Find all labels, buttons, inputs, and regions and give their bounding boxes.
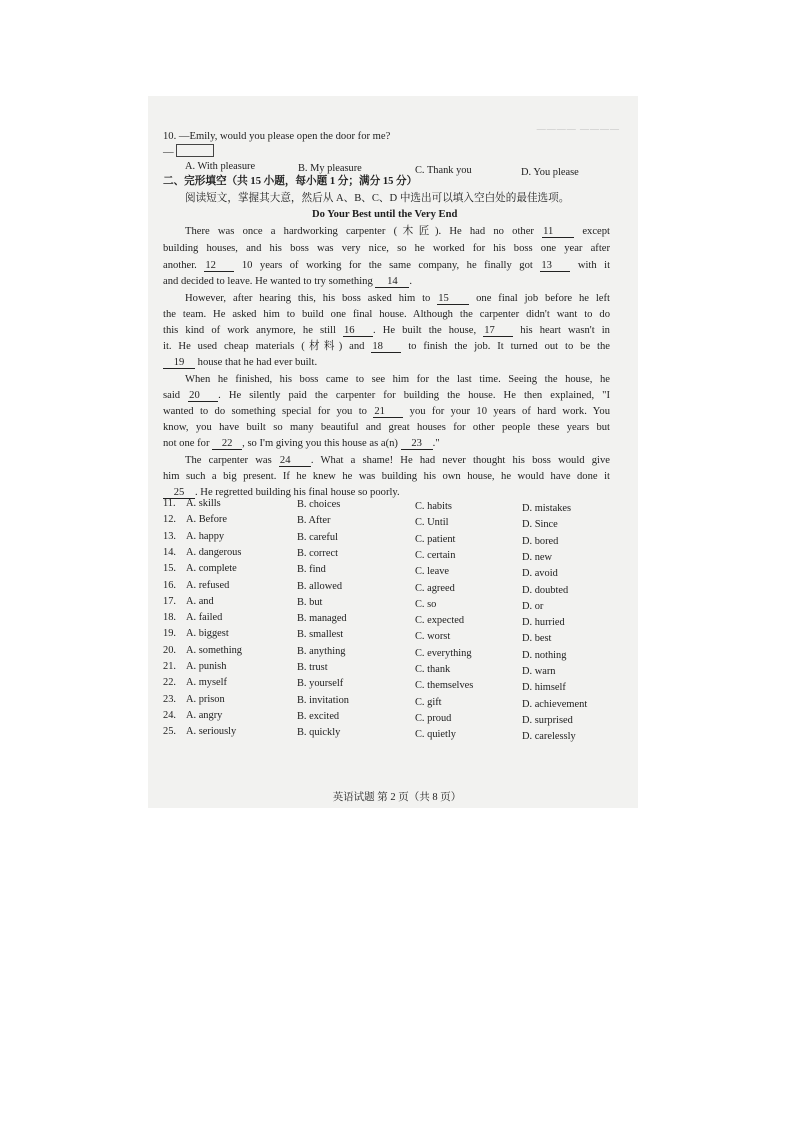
choice-option-b: B. managed — [297, 613, 347, 625]
blank-24: 24 — [279, 455, 311, 467]
blank-22: 22 — [212, 438, 242, 450]
choice-number: 15. — [163, 563, 176, 575]
choice-option-d: D. carelessly — [522, 731, 576, 743]
passage-line: There was once a hardworking carpenter (木匠). He had no other 11 except — [185, 226, 610, 237]
choice-option-d: D. nothing — [522, 649, 567, 661]
choice-option-b: B. trust — [297, 662, 328, 673]
section-header: 二、完形填空（共 15 小题，每小题 1 分；满分 15 分） — [163, 176, 418, 187]
passage-line: When he finished, his boss came to see him for the last time. Seeing the house, he — [185, 374, 610, 385]
blank-20: 20 — [188, 390, 218, 402]
choice-number: 19. — [163, 628, 176, 640]
choice-number: 12. — [163, 514, 176, 526]
choice-option-a: A. myself — [186, 677, 227, 689]
choice-option-b: B. anything — [297, 645, 346, 657]
choice-option-c: C. themselves — [415, 680, 474, 692]
q10-option-c: C. Thank you — [415, 165, 472, 176]
blank-23: 23 — [401, 438, 433, 450]
choice-number: 25. — [163, 726, 176, 738]
choice-option-b: B. yourself — [297, 678, 344, 690]
answer-bracket — [176, 144, 214, 157]
passage-line: this kind of work anymore, he still 16 . He built the house, 17 his heart wasn't in — [163, 325, 610, 336]
choice-option-c: C. gift — [415, 696, 442, 708]
blank-11: 11 — [542, 226, 574, 238]
choice-option-b: B. After — [297, 515, 331, 527]
choice-option-b: B. quickly — [297, 727, 341, 739]
choice-option-a: A. seriously — [186, 726, 237, 738]
choice-option-d: D. warn — [522, 666, 556, 677]
choice-number: 13. — [163, 530, 176, 542]
choice-number: 24. — [163, 709, 176, 721]
choice-option-c: C. agreed — [415, 582, 455, 594]
choice-option-d: D. best — [522, 633, 552, 645]
choice-option-a: A. angry — [186, 709, 223, 721]
choice-option-a: A. and — [186, 595, 214, 607]
choice-number: 22. — [163, 677, 176, 689]
choice-number: 16. — [163, 579, 176, 591]
q10-option-d: D. You please — [521, 167, 579, 178]
choice-option-d: D. achievement — [522, 698, 588, 710]
question-10-stem: 10. —Emily, would you please open the door for me? — [163, 131, 391, 142]
section-instruction: 阅读短文，掌握其大意，然后从 A、B、C、D 中选出可以填入空白处的最佳选项。 — [185, 193, 570, 204]
choice-number: 11. — [163, 498, 176, 509]
choice-option-a: A. refused — [186, 579, 230, 591]
choice-option-b: B. correct — [297, 547, 338, 559]
choice-option-c: C. thank — [415, 664, 451, 675]
choice-option-b: B. excited — [297, 710, 340, 722]
choice-option-d: D. or — [522, 600, 544, 612]
blank-14: 14 — [375, 276, 409, 288]
passage-line: The carpenter was 24 . What a shame! He had never thought his boss would give — [185, 455, 610, 466]
passage-line: not one for 22 , so I'm giving you this house as a(n) 23 ." — [163, 438, 440, 449]
choice-number: 17. — [163, 595, 176, 607]
choice-option-d: D. surprised — [522, 714, 573, 726]
choice-option-a: A. something — [186, 644, 242, 656]
choice-number: 14. — [163, 546, 176, 558]
passage-line: building houses, and his boss was very nice, so he worked for his boss one year after — [163, 243, 610, 254]
passage-line: it. He used cheap materials (材料) and 18 to finish the job. It turned out to be the — [163, 341, 610, 352]
passage-line: wanted to do something special for you to 21 you for your 10 years of hard work. You — [163, 406, 610, 417]
choice-option-b: B. invitation — [297, 694, 349, 706]
choice-option-a: A. dangerous — [186, 546, 242, 558]
choice-option-b: B. but — [297, 596, 323, 608]
blank-12: 12 — [204, 260, 234, 272]
choice-option-d: D. hurried — [522, 617, 565, 629]
choice-option-a: A. punish — [186, 661, 227, 672]
passage-line: 25 . He regretted building his final house so poorly. — [163, 486, 400, 500]
blank-25: 25 — [163, 487, 195, 499]
passage-line: know, you have built so many beautiful and great houses for other people these years but — [163, 422, 610, 433]
blank-18: 18 — [371, 341, 401, 353]
choice-option-c: C. worst — [415, 631, 451, 643]
passage-line: said 20 . He silently paid the carpenter for building the house. He then explained, "I — [163, 390, 611, 401]
passage-line: and decided to leave. He wanted to try something 14 . — [163, 276, 413, 287]
passage-line: 19 house that he had ever built. — [163, 356, 317, 370]
choice-option-d: D. Since — [522, 519, 558, 531]
passage-line: However, after hearing this, his boss asked him to 15 one final job before he left — [185, 293, 610, 304]
choice-number: 23. — [163, 693, 176, 705]
choice-option-a: A. failed — [186, 612, 223, 624]
passage-line: the team. He asked him to build one final house. Although the carpenter didn't want to do — [163, 309, 610, 320]
choice-option-c: C. expected — [415, 615, 465, 627]
blank-17: 17 — [483, 325, 513, 337]
passage-title: Do Your Best until the Very End — [312, 209, 458, 220]
choice-option-a: A. happy — [186, 530, 225, 542]
choice-option-d: D. avoid — [522, 568, 558, 580]
passage-line: him such a big present. If he knew he was building his own house, he would have done it — [163, 471, 610, 482]
choice-option-c: C. certain — [415, 549, 456, 561]
choice-option-c: C. so — [415, 598, 437, 610]
blank-13: 13 — [540, 260, 570, 272]
choice-option-d: D. bored — [522, 535, 559, 547]
choice-option-b: B. find — [297, 564, 326, 576]
choice-option-a: A. biggest — [186, 628, 229, 640]
reply-dash: — — [163, 147, 174, 158]
choice-number: 21. — [163, 661, 176, 672]
choice-option-a: A. prison — [186, 693, 225, 705]
q10-option-b: B. My pleasure — [298, 163, 362, 174]
choice-option-b: B. choices — [297, 499, 341, 510]
choice-option-a: A. skills — [186, 498, 221, 509]
q10-option-a: A. With pleasure — [185, 161, 256, 172]
blank-15: 15 — [437, 293, 469, 305]
choice-option-d: D. doubted — [522, 584, 569, 596]
bleed-through-text: ———— ———— — [536, 124, 620, 134]
choice-option-a: A. complete — [186, 563, 237, 575]
choice-number: 20. — [163, 644, 176, 656]
choice-option-b: B. careful — [297, 531, 338, 543]
choice-option-c: C. patient — [415, 533, 456, 545]
blank-21: 21 — [373, 406, 403, 418]
question-10-reply — [163, 144, 214, 160]
choice-option-c: C. everything — [415, 647, 472, 659]
choice-option-b: B. smallest — [297, 629, 344, 641]
page-footer: 英语试题 第 2 页（共 8 页） — [332, 792, 462, 803]
choice-option-d: D. mistakes — [522, 503, 572, 514]
blank-19: 19 — [163, 357, 195, 369]
choice-option-d: D. new — [522, 551, 553, 563]
blank-16: 16 — [343, 325, 373, 337]
passage-line: another. 12 10 years of working for the same company, he finally got 13 with it — [163, 260, 611, 271]
choice-option-d: D. himself — [522, 682, 566, 694]
choice-option-c: C. proud — [415, 712, 452, 724]
choice-option-c: C. Until — [415, 517, 449, 529]
choice-option-c: C. leave — [415, 566, 450, 578]
choice-option-c: C. habits — [415, 501, 452, 512]
choice-option-c: C. quietly — [415, 729, 456, 741]
choice-option-b: B. allowed — [297, 580, 343, 592]
choice-number: 18. — [163, 612, 176, 624]
choice-option-a: A. Before — [186, 514, 227, 526]
